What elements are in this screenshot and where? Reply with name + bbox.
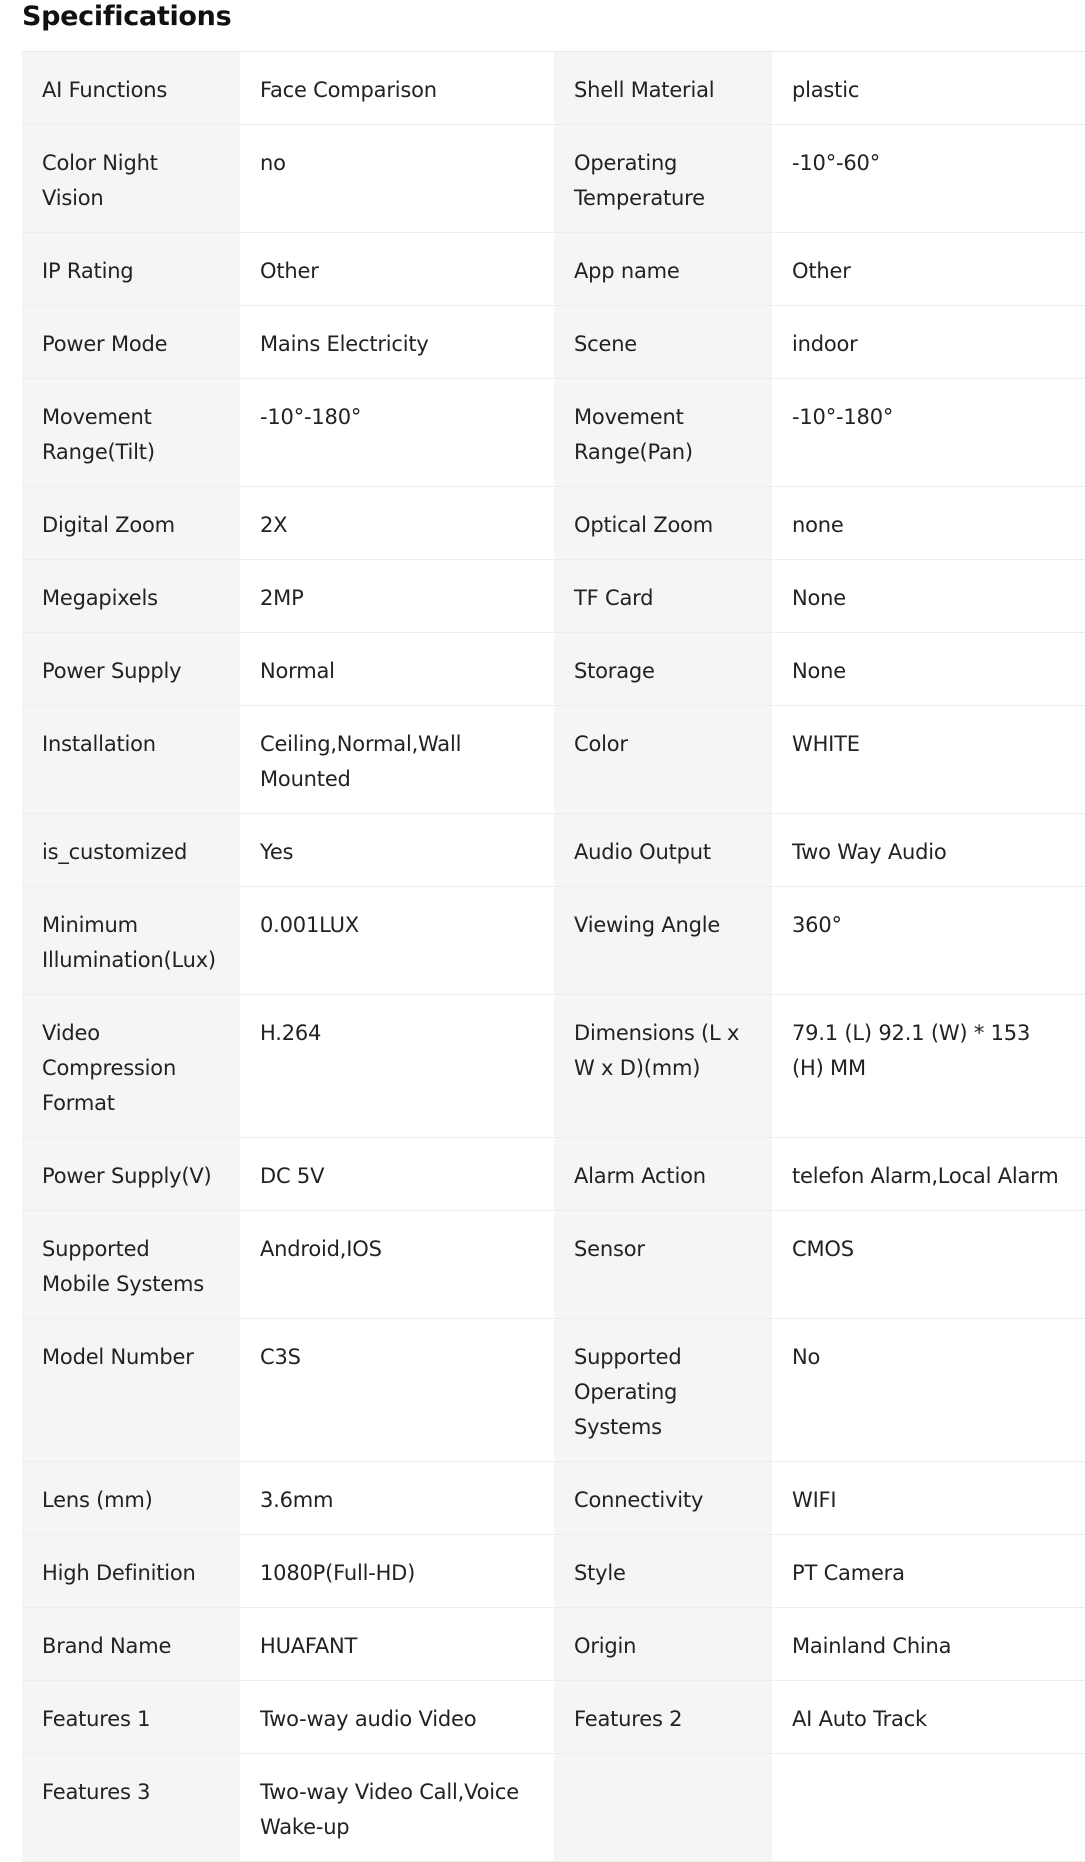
spec-label: Scene [554, 306, 772, 378]
spec-value: Other [260, 259, 319, 283]
spec-row [22, 1754, 1085, 1862]
spec-label: Movement Range(Pan) [554, 379, 772, 486]
spec-value: WIFI [792, 1488, 837, 1512]
spec-value: 2MP [260, 586, 304, 610]
spec-value: Normal [260, 659, 335, 683]
spec-label: Storage [554, 633, 772, 705]
spec-row [22, 487, 1085, 560]
spec-value: None [792, 659, 846, 683]
spec-value: plastic [792, 78, 860, 102]
spec-label: IP Rating [22, 233, 240, 305]
spec-label: Digital Zoom [22, 487, 240, 559]
spec-value: C3S [260, 1345, 301, 1369]
spec-label: Operating Temperature [554, 125, 772, 232]
spec-label: Power Supply(V) [22, 1138, 240, 1210]
spec-value: -10°-60° [792, 151, 880, 175]
spec-label: Lens (mm) [22, 1462, 240, 1534]
spec-label: Shell Material [554, 52, 772, 124]
spec-value: No [792, 1345, 821, 1369]
spec-label: is_customized [22, 814, 240, 886]
spec-row [22, 995, 1085, 1138]
spec-label: Style [554, 1535, 772, 1607]
spec-value: H.264 [260, 1021, 322, 1045]
spec-label: Sensor [554, 1211, 772, 1318]
spec-row [22, 233, 1085, 306]
spec-row [22, 52, 1085, 125]
spec-value: 3.6mm [260, 1488, 334, 1512]
spec-value: None [792, 586, 846, 610]
spec-row [22, 1681, 1085, 1754]
spec-label: Color Night Vision [22, 125, 240, 232]
spec-label: Supported Mobile Systems [22, 1211, 240, 1318]
spec-value: DC 5V [260, 1164, 325, 1188]
spec-value: Other [792, 259, 851, 283]
spec-value: PT Camera [792, 1561, 905, 1585]
spec-value: CMOS [792, 1237, 854, 1261]
spec-value [772, 1754, 1085, 1861]
spec-label: High Definition [22, 1535, 240, 1607]
spec-label: Connectivity [554, 1462, 772, 1534]
spec-row [22, 1462, 1085, 1535]
spec-value: indoor [792, 332, 858, 356]
spec-value: Two-way Video Call,Voice Wake-up [260, 1780, 519, 1839]
spec-row [22, 633, 1085, 706]
spec-value: Mains Electricity [260, 332, 429, 356]
spec-label: Installation [22, 706, 240, 813]
spec-label: Video Compression Format [22, 995, 240, 1137]
spec-value: telefon Alarm,Local Alarm [792, 1164, 1059, 1188]
spec-value: Two Way Audio [792, 840, 947, 864]
spec-row [22, 1138, 1085, 1211]
spec-value: none [792, 513, 844, 537]
spec-row [22, 306, 1085, 379]
spec-value: Two-way audio Video [260, 1707, 477, 1731]
spec-label: Origin [554, 1608, 772, 1680]
spec-row [22, 706, 1085, 814]
spec-row [22, 1211, 1085, 1319]
spec-label: Optical Zoom [554, 487, 772, 559]
spec-value: 0.001LUX [260, 913, 359, 937]
spec-label: TF Card [554, 560, 772, 632]
spec-value: Face Comparison [260, 78, 437, 102]
spec-label: Supported Operating Systems [554, 1319, 772, 1461]
spec-row [22, 125, 1085, 233]
spec-label: Model Number [22, 1319, 240, 1461]
spec-value: AI Auto Track [792, 1707, 928, 1731]
spec-label: App name [554, 233, 772, 305]
spec-label: Power Supply [22, 633, 240, 705]
spec-value: 2X [260, 513, 288, 537]
spec-label: Power Mode [22, 306, 240, 378]
spec-row [22, 379, 1085, 487]
spec-value: no [260, 151, 286, 175]
spec-label: Audio Output [554, 814, 772, 886]
specifications-heading: Specifications [22, 1, 232, 32]
spec-value: HUAFANT [260, 1634, 358, 1658]
spec-value: -10°-180° [792, 405, 894, 429]
spec-label: Features 2 [554, 1681, 772, 1753]
spec-value: Yes [260, 840, 294, 864]
spec-value: 360° [792, 913, 842, 937]
spec-value: Android,IOS [260, 1237, 382, 1261]
spec-label: Viewing Angle [554, 887, 772, 994]
spec-label: AI Functions [22, 52, 240, 124]
spec-label: Minimum Illumination(Lux) [22, 887, 240, 994]
spec-value: 79.1 (L) 92.1 (W) * 153 (H) MM [792, 1021, 1031, 1080]
spec-label: Megapixels [22, 560, 240, 632]
spec-label [554, 1754, 772, 1861]
spec-row [22, 887, 1085, 995]
spec-row [22, 1608, 1085, 1681]
spec-label: Brand Name [22, 1608, 240, 1680]
spec-row [22, 1535, 1085, 1608]
spec-row [22, 560, 1085, 633]
spec-label: Movement Range(Tilt) [22, 379, 240, 486]
spec-label: Alarm Action [554, 1138, 772, 1210]
spec-label: Dimensions (L x W x D)(mm) [554, 995, 772, 1137]
spec-value: Ceiling,Normal,Wall Mounted [260, 732, 462, 791]
spec-value: -10°-180° [260, 405, 362, 429]
spec-row [22, 1319, 1085, 1462]
spec-value: 1080P(Full-HD) [260, 1561, 416, 1585]
specifications-table [22, 51, 1085, 1862]
spec-label: Color [554, 706, 772, 813]
spec-label: Features 3 [22, 1754, 240, 1861]
spec-label: Features 1 [22, 1681, 240, 1753]
spec-row [22, 814, 1085, 887]
spec-value: Mainland China [792, 1634, 952, 1658]
spec-value: WHITE [792, 732, 860, 756]
